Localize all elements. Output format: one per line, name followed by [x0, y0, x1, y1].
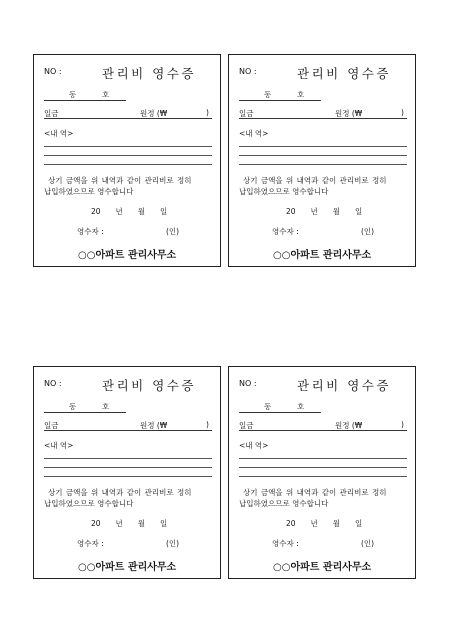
date-year: 20 — [91, 519, 101, 528]
date-month-unit: 월 — [137, 207, 146, 216]
details-label: <내 역> — [239, 129, 269, 138]
date-row — [91, 518, 182, 529]
details-line — [44, 467, 212, 468]
won-label: 원정 (₩ — [140, 421, 168, 430]
date-year-unit: 년 — [115, 207, 123, 216]
date-day-unit: 일 — [355, 519, 363, 528]
dong-label: 동 — [69, 402, 77, 411]
seal-label: (인) — [166, 539, 180, 548]
details-label: <내 역> — [44, 129, 74, 138]
details-line — [239, 164, 407, 165]
details-line — [44, 146, 212, 147]
date-month-unit: 월 — [137, 519, 146, 528]
date-month-unit: 월 — [332, 519, 341, 528]
ho-label: 호 — [102, 402, 110, 411]
close-paren: ) — [206, 420, 209, 429]
details-line — [44, 476, 212, 477]
details-line — [239, 458, 407, 459]
recipient-label: 영수자 : — [77, 227, 104, 236]
details-line — [44, 458, 212, 459]
date-year-unit: 년 — [310, 207, 318, 216]
body-text-line1: 상기 금액을 위 내역과 같이 관리비로 정히 — [48, 176, 192, 185]
date-row — [286, 518, 377, 529]
details-line — [239, 146, 407, 147]
unit-underline — [239, 100, 321, 101]
date-year-unit: 년 — [310, 519, 318, 528]
date-row — [286, 206, 377, 217]
receipt-title: 관리비 영수증 — [297, 378, 391, 393]
body-text-line1: 상기 금액을 위 내역과 같이 관리비로 정히 — [243, 488, 387, 497]
amount-underline — [239, 430, 407, 431]
dong-label: 동 — [264, 402, 272, 411]
date-year: 20 — [91, 207, 101, 216]
date-month-unit: 월 — [332, 207, 341, 216]
seal-label: (인) — [361, 227, 375, 236]
date-day-unit: 일 — [355, 207, 363, 216]
amount-label: 일금 — [239, 421, 254, 430]
body-text-line2: 납입하였으므로 영수합니다 — [44, 499, 134, 508]
receipt-top-left — [33, 54, 221, 267]
ho-label: 호 — [297, 402, 305, 411]
receipt-title: 관리비 영수증 — [102, 66, 196, 81]
unit-underline — [44, 412, 126, 413]
details-label: <내 역> — [239, 441, 269, 450]
won-label: 원정 (₩ — [335, 421, 363, 430]
receipt-bottom-left — [33, 366, 221, 579]
body-text-line1: 상기 금액을 위 내역과 같이 관리비로 정히 — [243, 176, 387, 185]
close-paren: ) — [401, 108, 404, 117]
amount-label: 일금 — [44, 109, 59, 118]
date-year-unit: 년 — [115, 519, 123, 528]
date-row — [91, 206, 182, 217]
date-day-unit: 일 — [160, 519, 168, 528]
body-text-line2: 납입하였으므로 영수합니다 — [239, 499, 329, 508]
details-label: <내 역> — [44, 441, 74, 450]
won-label: 원정 (₩ — [335, 109, 363, 118]
details-line — [44, 155, 212, 156]
unit-underline — [44, 100, 126, 101]
receipt-top-right — [228, 54, 416, 267]
seal-label: (인) — [166, 227, 180, 236]
close-paren: ) — [206, 108, 209, 117]
dong-label: 동 — [69, 90, 77, 99]
ho-label: 호 — [297, 90, 305, 99]
won-label: 원정 (₩ — [140, 109, 168, 118]
details-line — [239, 155, 407, 156]
date-year: 20 — [286, 519, 296, 528]
amount-underline — [44, 430, 212, 431]
date-year: 20 — [286, 207, 296, 216]
amount-label: 일금 — [239, 109, 254, 118]
receipt-number-label: NO : — [44, 379, 62, 388]
receipt-title: 관리비 영수증 — [297, 66, 391, 81]
close-paren: ) — [401, 420, 404, 429]
ho-label: 호 — [102, 90, 110, 99]
dong-label: 동 — [264, 90, 272, 99]
body-text-line2: 납입하였으므로 영수합니다 — [44, 187, 134, 196]
date-day-unit: 일 — [160, 207, 168, 216]
details-line — [44, 164, 212, 165]
unit-underline — [239, 412, 321, 413]
recipient-label: 영수자 : — [272, 227, 299, 236]
details-line — [239, 467, 407, 468]
receipt-number-label: NO : — [239, 379, 257, 388]
body-text-line1: 상기 금액을 위 내역과 같이 관리비로 정히 — [48, 488, 192, 497]
receipt-number-label: NO : — [44, 67, 62, 76]
office-name: ○○아파트 관리사무소 — [78, 250, 177, 261]
office-name: ○○아파트 관리사무소 — [78, 562, 177, 573]
office-name: ○○아파트 관리사무소 — [273, 562, 372, 573]
details-line — [239, 476, 407, 477]
amount-label: 일금 — [44, 421, 59, 430]
office-name: ○○아파트 관리사무소 — [273, 250, 372, 261]
body-text-line2: 납입하였으므로 영수합니다 — [239, 187, 329, 196]
recipient-label: 영수자 : — [77, 539, 104, 548]
amount-underline — [239, 118, 407, 119]
seal-label: (인) — [361, 539, 375, 548]
receipt-title: 관리비 영수증 — [102, 378, 196, 393]
receipt-number-label: NO : — [239, 67, 257, 76]
receipt-bottom-right — [228, 366, 416, 579]
amount-underline — [44, 118, 212, 119]
recipient-label: 영수자 : — [272, 539, 299, 548]
